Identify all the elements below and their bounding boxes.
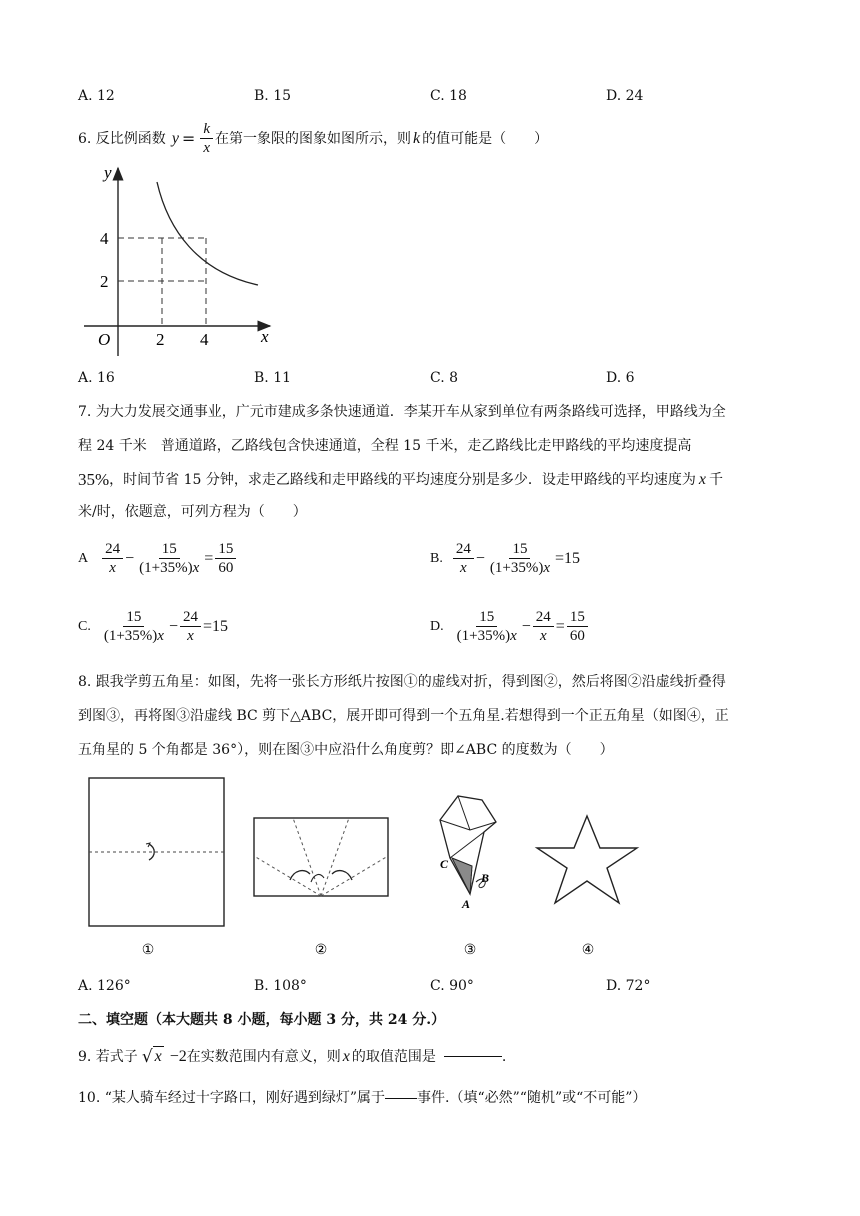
q8-line2: 到图③，再将图③沿虚线 BC 剪下△ABC，展开即可得到一个五角星.若想得到一个正五角星（如图④，正 [78, 708, 729, 724]
q8-fig2-label: ② [314, 943, 328, 958]
q7-b-frac2-num: 15 [509, 540, 530, 559]
q7-line3-text: ，时间节省 15 分钟，求走乙路线和走甲路线的平均速度分别是多少．设走甲路线的平均速度为 [109, 472, 696, 488]
q7-line4: 米/时，依题意，可列方程为（ ） [78, 504, 307, 520]
q7-b-rhs: 15 [564, 549, 581, 567]
q6-suffix2: 的值可能是（ ） [422, 130, 549, 147]
q8-option-c[interactable]: C. 90° [430, 978, 474, 994]
q7-option-d[interactable] [430, 608, 590, 645]
q9-answer-blank[interactable] [444, 1056, 502, 1057]
q6-xtick-2: 2 [156, 330, 165, 349]
q7-c-label: C. [78, 618, 91, 634]
q7-c-frac2-num: 24 [180, 608, 201, 627]
q7-c-frac2-den: x [187, 628, 194, 644]
q7-b-frac2-den [487, 559, 553, 577]
q10-answer-blank[interactable] [385, 1098, 417, 1099]
q7-b-label: B. [430, 550, 443, 566]
q7-c-frac1-den-pct: (1+35%) [103, 628, 158, 644]
q7-a-label: A [78, 550, 89, 566]
q6-suffix1: 在第一象限的图象如图所示，则 [215, 130, 411, 147]
q7-line3 [78, 470, 723, 490]
q10-text1: 10. “某人骑车经过十字路口，刚好遇到绿灯”属于 [78, 1090, 386, 1106]
q7-a-equals: = [204, 549, 214, 567]
q6-y: y [171, 129, 179, 147]
q7-c-frac1-den-x: x [157, 628, 164, 644]
q7-a-frac2 [136, 540, 202, 577]
q7-b-frac1-num: 24 [453, 540, 474, 559]
q7-d-label: D. [430, 618, 444, 634]
q7-c-rhs: 15 [212, 617, 229, 635]
q7-b-minus: − [475, 549, 485, 567]
q7-a-frac2-den-x: x [192, 560, 200, 576]
q10-text2: 事件.（填“必然”“随机”或“不可能”） [417, 1090, 647, 1106]
q7-a-frac2-den [136, 559, 202, 577]
q7-c-equals: = [203, 617, 213, 635]
q7-d-frac3 [567, 608, 588, 645]
q7-a-frac1-num: 24 [102, 540, 123, 559]
q7-d-frac1 [454, 608, 520, 645]
q7-option-c[interactable] [78, 608, 228, 645]
q8-fig2-arrow-mid-icon [311, 875, 324, 882]
q9-x: x [342, 1047, 350, 1065]
q8-fig3-label-c: C [440, 857, 449, 871]
q7-option-b[interactable] [430, 540, 580, 577]
q6-hyperbola-curve [157, 182, 258, 285]
q7-a-minus: − [125, 549, 135, 567]
q6-option-a[interactable]: A. 16 [78, 370, 115, 386]
q7-d-frac2-den: x [539, 628, 547, 644]
q6-stem [78, 120, 548, 157]
q7-d-frac3-num: 15 [567, 608, 588, 627]
q6-frac-num: k [200, 120, 213, 139]
q7-d-frac1-den [454, 627, 520, 645]
q8-line1: 8. 跟我学剪五角星：如图，先将一张长方形纸片按图①的虚线对折，得到图②，然后将图②沿虚线折叠得 [78, 674, 726, 690]
q9-stem [78, 1046, 506, 1067]
q6-x-label: x [261, 327, 269, 346]
q7-c-frac1 [101, 608, 167, 645]
q7-b-frac1-den: x [460, 560, 467, 576]
q7-b-frac2-den-x: x [543, 560, 550, 576]
q8-fig3-label: ③ [463, 943, 477, 958]
q6-xtick-4: 4 [200, 330, 209, 349]
q8-fig4-star [537, 816, 637, 903]
q5-option-b[interactable]: B. 15 [254, 88, 292, 104]
q7-option-a[interactable] [78, 540, 238, 577]
q8-fig3-label-b: B [481, 871, 490, 885]
q6-k: k [413, 129, 421, 147]
q7-d-minus: − [521, 617, 531, 635]
q7-d-frac3-den: 60 [569, 628, 585, 644]
q8-figure-4 [537, 816, 637, 958]
q7-b-frac2 [487, 540, 553, 577]
q8-fig3-cut-triangle [452, 858, 472, 894]
q8-fig2-fold-3 [254, 856, 321, 896]
q6-fraction [200, 120, 213, 157]
q8-figure-3 [440, 796, 496, 958]
q8-fig2-arrow-left-icon [290, 871, 310, 880]
q7-a-frac3 [215, 540, 236, 577]
q8-figures [78, 770, 698, 960]
q7-a-frac3-den: 60 [218, 560, 234, 576]
q8-option-a[interactable]: A. 126° [78, 978, 131, 994]
q7-line1: 7. 为大力发展交通事业，广元市建成多条快速通道．李某开车从家到单位有两条路线可选择，甲路线为全 [78, 404, 726, 420]
q9-radicand: x [154, 1048, 162, 1065]
q8-fig4-label: ④ [581, 943, 595, 958]
q8-figure-2 [254, 818, 388, 958]
q9-prefix: 9. 若式子 [78, 1048, 138, 1065]
q8-fig2-fold-2 [321, 818, 349, 896]
q8-fig1-arrowhead-icon [146, 843, 150, 847]
q6-y-label: y [104, 163, 112, 182]
q6-option-d[interactable]: D. 6 [606, 370, 635, 386]
q8-option-d[interactable]: D. 72° [606, 978, 651, 994]
q6-prefix: 6. 反比例函数 [78, 130, 166, 147]
q7-d-frac1-den-pct: (1+35%) [456, 628, 511, 644]
q7-a-frac3-num: 15 [215, 540, 236, 559]
q6-equals: = [181, 128, 196, 148]
q5-option-d[interactable]: D. 24 [606, 88, 644, 104]
q7-d-equals: = [555, 617, 565, 635]
q7-d-frac2 [533, 608, 554, 645]
q5-option-a[interactable]: A. 12 [78, 88, 115, 104]
q6-option-b[interactable]: B. 11 [254, 370, 292, 386]
q7-a-frac2-num: 15 [159, 540, 180, 559]
q7-b-frac2-den-pct: (1+35%) [489, 560, 544, 576]
q7-b-frac1 [453, 540, 474, 577]
q7-c-frac1-num: 15 [123, 608, 144, 627]
q7-a-frac2-den-pct: (1+35%) [139, 560, 193, 576]
q7-b-equals: = [555, 549, 565, 567]
q8-fig3-fold-edges [440, 796, 496, 858]
q7-d-frac1-num: 15 [476, 608, 497, 627]
q7-c-frac2 [180, 608, 201, 645]
q7-line2: 程 24 千米 普通道路，乙路线包含快速通道，全程 15 千米，走乙路线比走甲路线的平均速度提高 [78, 438, 692, 454]
q9-sqrt-icon: √ [141, 1046, 153, 1067]
q6-graph [78, 160, 288, 360]
q10-stem [78, 1088, 646, 1108]
q7-a-frac1-den: x [109, 560, 116, 576]
q8-option-b[interactable]: B. 108° [254, 978, 307, 994]
q9-end: . [501, 1048, 507, 1065]
q8-fig2-fold-1 [293, 818, 321, 896]
q8-fig2-fold-4 [321, 856, 388, 896]
q7-d-frac2-num: 24 [533, 608, 554, 627]
q8-figure-1 [89, 778, 224, 958]
q8-fig2-arrow-right-icon [332, 871, 352, 880]
q7-c-minus: − [168, 617, 178, 635]
q7-line3-end: 千 [709, 472, 723, 488]
q5-option-c[interactable]: C. 18 [430, 88, 467, 104]
q7-d-frac1-den-x: x [510, 628, 517, 644]
q9-mid: 在实数范围内有意义，则 [186, 1048, 341, 1065]
q7-a-frac1 [102, 540, 123, 577]
section-2-title: 二、填空题（本大题共 8 小题，每小题 3 分，共 24 分.） [78, 1012, 446, 1028]
q9-minus2: −2 [169, 1047, 187, 1065]
q8-fig2-paper [254, 818, 388, 896]
q6-option-c[interactable]: C. 8 [430, 370, 459, 386]
q7-c-frac1-den [101, 627, 167, 645]
q9-suffix: 的取值范围是 [351, 1048, 436, 1065]
q6-frac-den: x [203, 140, 210, 156]
q8-line3: 五角星的 5 个角都是 36°），则在图③中应沿什么角度剪？即∠ABC 的度数为（ ） [78, 742, 614, 758]
q8-fig1-label: ① [141, 943, 155, 958]
q6-origin-label: O [98, 330, 111, 349]
q8-fig3-label-a: A [462, 897, 471, 911]
q7-percent: 35% [78, 470, 110, 489]
q7-line3-x: x [698, 471, 706, 488]
q6-ytick-2: 2 [100, 272, 109, 291]
q6-ytick-4: 4 [100, 229, 109, 248]
